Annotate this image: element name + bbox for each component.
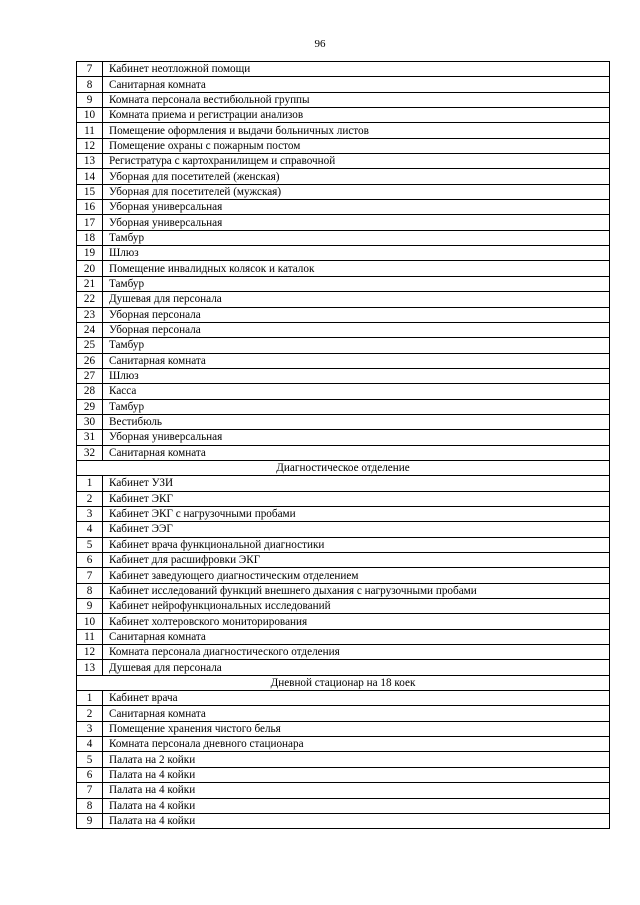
room-name: Кабинет заведующего диагностическим отделением (103, 568, 610, 583)
room-name: Помещение оформления и выдачи больничных листов (103, 123, 610, 138)
row-number: 9 (77, 813, 103, 828)
room-name: Шлюз (103, 368, 610, 383)
row-number: 22 (77, 292, 103, 307)
table-row (77, 721, 610, 736)
room-name: Уборная универсальная (103, 430, 610, 445)
row-number: 8 (77, 583, 103, 598)
row-number: 28 (77, 384, 103, 399)
room-name: Кабинет ЭКГ с нагрузочными пробами (103, 506, 610, 521)
row-number: 8 (77, 798, 103, 813)
table-row (77, 445, 610, 460)
row-number: 5 (77, 752, 103, 767)
row-number: 20 (77, 261, 103, 276)
room-name: Комната приема и регистрации анализов (103, 108, 610, 123)
table-row (77, 62, 610, 77)
row-number: 7 (77, 568, 103, 583)
row-number: 11 (77, 629, 103, 644)
table-row (77, 767, 610, 782)
row-number: 16 (77, 200, 103, 215)
row-number: 12 (77, 645, 103, 660)
row-number: 1 (77, 691, 103, 706)
room-name: Вестибюль (103, 414, 610, 429)
room-name: Уборная для посетителей (женская) (103, 169, 610, 184)
row-number: 12 (77, 138, 103, 153)
row-number: 27 (77, 368, 103, 383)
table-row (77, 813, 610, 828)
room-name: Помещение охраны с пожарным постом (103, 138, 610, 153)
room-name: Комната персонала вестибюльной группы (103, 92, 610, 107)
row-number: 3 (77, 506, 103, 521)
room-name: Санитарная комната (103, 353, 610, 368)
room-name: Кабинет ЭЭГ (103, 522, 610, 537)
row-number: 29 (77, 399, 103, 414)
row-number: 13 (77, 154, 103, 169)
table-row (77, 184, 610, 199)
row-number: 18 (77, 230, 103, 245)
room-name: Комната персонала диагностического отделения (103, 645, 610, 660)
row-number: 5 (77, 537, 103, 552)
room-name: Кабинет для расшифровки ЭКГ (103, 553, 610, 568)
row-number: 24 (77, 322, 103, 337)
table-row (77, 506, 610, 521)
room-name: Кабинет врача (103, 691, 610, 706)
rooms-table (76, 61, 610, 829)
row-number: 14 (77, 169, 103, 184)
row-number: 2 (77, 491, 103, 506)
row-number: 30 (77, 414, 103, 429)
row-number: 10 (77, 614, 103, 629)
table-row (77, 537, 610, 552)
row-number: 4 (77, 737, 103, 752)
room-name: Санитарная комната (103, 706, 610, 721)
row-number: 15 (77, 184, 103, 199)
row-number: 7 (77, 783, 103, 798)
table-row (77, 614, 610, 629)
row-number: 31 (77, 430, 103, 445)
room-name: Уборная персонала (103, 307, 610, 322)
row-number: 13 (77, 660, 103, 675)
table-row (77, 322, 610, 337)
room-name: Шлюз (103, 246, 610, 261)
room-name: Комната персонала дневного стационара (103, 737, 610, 752)
table-row (77, 338, 610, 353)
section-header-row (77, 460, 610, 475)
table-row (77, 200, 610, 215)
table-row (77, 353, 610, 368)
room-name: Помещение инвалидных колясок и каталок (103, 261, 610, 276)
row-number: 1 (77, 476, 103, 491)
room-name: Кабинет врача функциональной диагностики (103, 537, 610, 552)
table-row (77, 399, 610, 414)
table-row (77, 737, 610, 752)
room-name: Тамбур (103, 399, 610, 414)
row-number: 6 (77, 767, 103, 782)
table-row (77, 215, 610, 230)
table-row (77, 629, 610, 644)
section-title: Диагностическое отделение (77, 460, 610, 475)
room-name: Санитарная комната (103, 77, 610, 92)
table-row (77, 553, 610, 568)
row-number: 23 (77, 307, 103, 322)
table-row (77, 230, 610, 245)
table-row (77, 798, 610, 813)
table-row (77, 476, 610, 491)
row-number: 3 (77, 721, 103, 736)
table-row (77, 414, 610, 429)
row-number: 21 (77, 276, 103, 291)
table-row (77, 599, 610, 614)
table-row (77, 706, 610, 721)
row-number: 9 (77, 599, 103, 614)
table-row (77, 660, 610, 675)
row-number: 11 (77, 123, 103, 138)
room-name: Душевая для персонала (103, 292, 610, 307)
row-number: 17 (77, 215, 103, 230)
room-name: Палата на 4 койки (103, 783, 610, 798)
room-name: Уборная универсальная (103, 200, 610, 215)
table-row (77, 430, 610, 445)
table-row (77, 108, 610, 123)
room-name: Тамбур (103, 276, 610, 291)
table-row (77, 123, 610, 138)
row-number: 7 (77, 62, 103, 77)
room-name: Палата на 4 койки (103, 767, 610, 782)
row-number: 9 (77, 92, 103, 107)
room-name: Кабинет УЗИ (103, 476, 610, 491)
room-name: Душевая для персонала (103, 660, 610, 675)
section-header-row (77, 675, 610, 690)
table-row (77, 783, 610, 798)
room-name: Кабинет неотложной помощи (103, 62, 610, 77)
room-name: Санитарная комната (103, 445, 610, 460)
room-name: Палата на 2 койки (103, 752, 610, 767)
room-name: Палата на 4 койки (103, 813, 610, 828)
table-row (77, 645, 610, 660)
row-number: 8 (77, 77, 103, 92)
table-row (77, 691, 610, 706)
room-name: Уборная для посетителей (мужская) (103, 184, 610, 199)
table-row (77, 368, 610, 383)
room-name: Тамбур (103, 230, 610, 245)
row-number: 32 (77, 445, 103, 460)
room-name: Кабинет ЭКГ (103, 491, 610, 506)
table-row (77, 154, 610, 169)
table-row (77, 583, 610, 598)
table-row (77, 92, 610, 107)
room-name: Уборная универсальная (103, 215, 610, 230)
row-number: 19 (77, 246, 103, 261)
row-number: 25 (77, 338, 103, 353)
room-name: Палата на 4 койки (103, 798, 610, 813)
room-name: Тамбур (103, 338, 610, 353)
table-row (77, 491, 610, 506)
room-name: Уборная персонала (103, 322, 610, 337)
table-row (77, 307, 610, 322)
room-name: Касса (103, 384, 610, 399)
table-row (77, 752, 610, 767)
table-row (77, 292, 610, 307)
room-name: Помещение хранения чистого белья (103, 721, 610, 736)
row-number: 26 (77, 353, 103, 368)
room-name: Санитарная комната (103, 629, 610, 644)
table-row (77, 138, 610, 153)
room-name: Кабинет холтеровского мониторирования (103, 614, 610, 629)
table-row (77, 77, 610, 92)
table-row (77, 276, 610, 291)
table-row (77, 261, 610, 276)
table-row (77, 522, 610, 537)
row-number: 4 (77, 522, 103, 537)
table-row (77, 568, 610, 583)
page-number: 96 (314, 38, 326, 50)
table-row (77, 246, 610, 261)
row-number: 6 (77, 553, 103, 568)
room-name: Регистратура с картохранилищем и справочной (103, 154, 610, 169)
table-row (77, 384, 610, 399)
section-title: Дневной стационар на 18 коек (77, 675, 610, 690)
rooms-table-body (77, 62, 610, 829)
row-number: 2 (77, 706, 103, 721)
row-number: 10 (77, 108, 103, 123)
table-row (77, 169, 610, 184)
room-name: Кабинет нейрофункциональных исследований (103, 599, 610, 614)
room-name: Кабинет исследований функций внешнего дыхания с нагрузочными пробами (103, 583, 610, 598)
